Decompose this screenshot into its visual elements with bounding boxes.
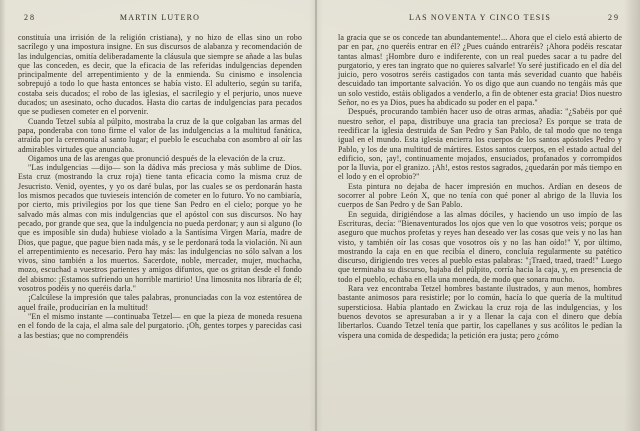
- paragraph: Después, procurando también hacer uso de otras armas, añadía: "¿Sabéis por qué nuestro señor, el papa, distribuye una gracia tan preciosa? Es porque se trata de reedificar la iglesia destruida de San Pedro y San Pablo, de tal modo que no tenga igual en el mundo. Esta iglesia encierra los cuerpos de los santos apóstoles Pedro y Pablo, y los de una multitud de mártires. Estos santos cuerpos, en el estado actual del edificio, son, ¡ay!, continuamente mojados, ensuciados, profanados y corrompidos por la lluvia, por el granizo. ¡Ah!, estos restos sagrados, ¿quedarán por más tiempo en el lodo y en el oprobio?": [338, 107, 622, 182]
- paragraph: Cuando Tetzel subía al púlpito, mostraba la cruz de la que colgaban las armas del papa, ponderaba con tono firme el valor de las indulgencias a la multitud fanática, atraída por la ceremonia al santo lugar; el pueblo le escuchaba con asombro al oír las admirables virtudes que anunciaba.: [18, 116, 302, 154]
- running-header-right: [338, 12, 622, 33]
- page-left: [18, 12, 302, 340]
- running-title-right: LAS NOVENTA Y CINCO TESIS: [409, 13, 551, 22]
- page-text-left: [18, 33, 302, 340]
- page-number-right: 29: [608, 13, 620, 22]
- page-edge-right: [624, 0, 640, 431]
- paragraph: En seguida, dirigiéndose a las almas dóciles, y haciendo un uso impío de las Escrituras, decía: "Bienaventurados los ojos que ven lo que vosotros veis; porque os aseguro que muchos profetas y reyes han deseado ver las cosas que veis y no las han visto, y también oír las cosas que vosotros oís y no las han oído!" Y, por último, mostrando la caja en en que recibía el dinero, concluía regularmente su patético discurso, dirigiendo tres veces al pueblo estas palabras: "¡Traed, traed, traed!" Luego que terminaba su discurso, bajaba del púlpito, corría hacia la caja, y, en presencia de todo el pueblo, echaba en ella una moneda, de modo que sonara mucho.: [338, 209, 622, 284]
- paragraph: Oigamos una de las arengas que pronunció después de la elevación de la cruz.: [28, 153, 286, 163]
- paragraph: constituía una irrisión de la religión cristiana), y no hizo de ellas sino un robo sacrílego y una impostura insigne. En sus discursos de alabanza y recomendación de las indulgencias, omitía deliberadamente la cláusula que siempre se añade a las bulas que las conceden, es decir, que la eficacia de las referidas indulgencias dependen principalmente del arrepentimiento y de la enmienda. Su cinismo e insolencia sobrepujó a todo lo que hasta entonces se había visto. El adulterio, según su tarifa, costaba seis ducados; el robo de las iglesias, el sacrilegio y el perjurio, unos nueve ducados; un asesinato, ocho ducados. Hasta dio cartas de indulgencias para pecados que se pudiesen cometer en el porvenir.: [18, 33, 302, 117]
- paragraph: ¡Calcúlese la impresión que tales palabras, pronunciadas con la voz estentórea de aquel fraile, producirían en la multitud!: [18, 293, 302, 312]
- paragraph: "Las indulgencias —dijo— son la dádiva más preciosa y más sublime de Dios. Esta cruz (mostrando la cruz roja) tiene tanta eficacia como la misma cruz de Jesucristo. Venid, oyentes, y yo os daré bulas, por las cuales se os perdonarán hasta los mismos pecados que tuvieseis intención de cometer en lo futuro. Yo no cambiaría, por cierto, mis privilegios por los que tiene San Pedro en el cielo; porque yo he salvado más almas con mis indulgencias que el apóstol con sus discursos. No hay pecado, por grande que sea, que la indulgencia no pueda perdonar; y aun si alguno (lo que es imposible sin duda) hubiese violado a la Santísima Virgen María, madre de Dios, que pague, que pague bien nada más, y se le perdonará toda la violación. Ni aun el arrepentimiento es necesario. Pero hay más: las indulgencias no sólo salvan a los vivos, sino también a los muertos. Sacerdote, noble, mercader, mujer, muchacha, mozo, escuchad a vuestros parientes y amigos difuntos, que os gritan desde el fondo del abismo: ¡Estamos sufriendo un horrible martirio! Una limosnita nos libraría de él; vosotros podéis y no queréis darla.": [18, 163, 302, 294]
- page-right: [338, 12, 622, 340]
- page-edge-left: [0, 0, 6, 431]
- page-text-right: [338, 33, 622, 340]
- paragraph: Esta pintura no dejaba de hacer impresión en muchos. Ardían en deseos de socorrer al pobre León X, que no tenía con qué poner al abrigo de la lluvia los cuerpos de San Pedro y de San Pablo.: [338, 181, 622, 210]
- page-number-left: 28: [24, 13, 36, 22]
- paragraph: la gracia que se os concede tan abundantemente!... Ahora que el cielo está abierto de par en par, ¿no queréis entrar en él? ¿Pues cuándo entraréis? ¡Ahora podéis rescatar tantas almas! ¡Hombre duro e indiferente, con un real puedes sacar a tu padre del purgatorio, y eres tan ingrato que no quieres salvarle! Yo seré justificado en el día del juicio, pero vosotros seréis castigados con tanta más severidad cuanto que habéis descuidado tan importante salvación. Yo os digo que aun cuando no tengáis más que un solo vestido, estáis obligados a venderlo, a fin de obtener esta gracia! Dios nuestro Señor, no es ya Dios, pues ha abdicado su poder en el papa.": [338, 33, 622, 108]
- paragraph: "En el mismo instante —continuaba Tetzel— en que la pieza de moneda resuena en el fondo de la caja, el alma sale del purgatorio. ¡Oh, gentes torpes y parecidas casi a las bestias; que no comprendéis: [18, 311, 302, 340]
- running-header-left: [18, 12, 302, 33]
- running-title-left: MARTIN LUTERO: [119, 13, 201, 22]
- paragraph: Rara vez encontraba Tetzel hombres bastante ilustrados, y aun menos, hombres bastante animosos para resistirle; por lo común, hacía lo que quería de la multitud supersticiosa. Había plantado en Zwickau la cruz roja de las indulgencias, y los buenos devotos se apresuraban a ir y a llenar la caja con el dinero que debía libertarlos. Cuando Tetzel tenía que partir, los capellanes y sus acólitos le pedían la víspera una comida de despedida; la petición era justa; pero ¿cómo: [338, 284, 622, 340]
- book-gutter: [309, 0, 323, 431]
